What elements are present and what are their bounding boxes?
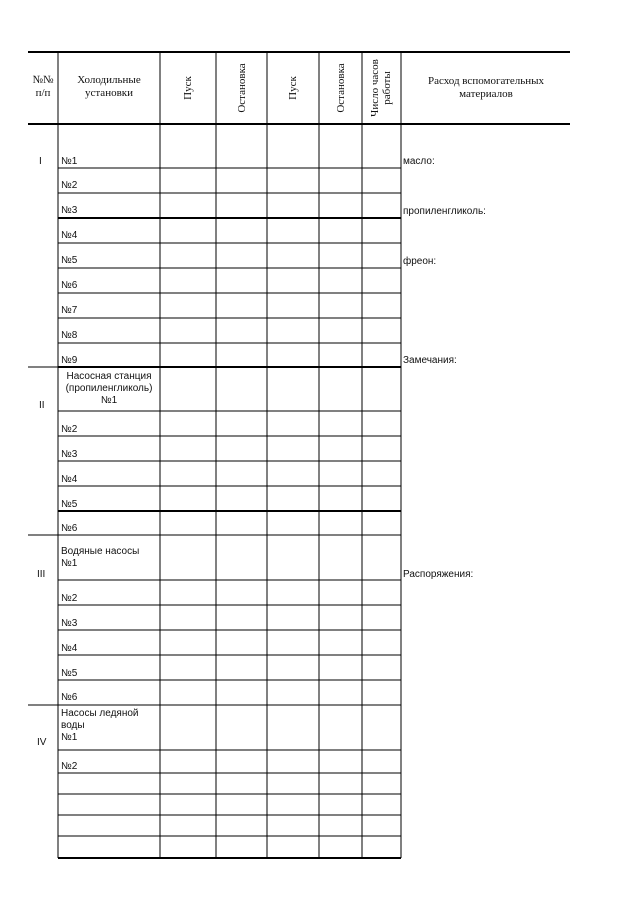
unit-label: №6 — [61, 692, 78, 703]
header-units: Холодильные установки — [77, 74, 141, 99]
header-number: №№ п/п — [32, 74, 54, 99]
header-stop-1: Остановка — [236, 63, 248, 113]
unit-label: №6 — [61, 523, 78, 534]
header-start-2: Пуск — [287, 76, 299, 100]
header-stop-2: Остановка — [335, 63, 347, 113]
group-title: Насосы ледяной воды №1 — [61, 708, 139, 743]
unit-label: №1 — [61, 156, 78, 167]
group-number: I — [39, 156, 42, 167]
group-number: III — [37, 569, 46, 580]
unit-label: №4 — [61, 474, 78, 485]
unit-label: №3 — [61, 449, 78, 460]
group-title: Насосная станция (пропиленгликоль) №1 — [65, 371, 153, 406]
header-materials: Расход вспомогательных материалов — [427, 75, 545, 100]
unit-label: №5 — [61, 668, 78, 679]
unit-label: №9 — [61, 355, 78, 366]
unit-label: №8 — [61, 330, 78, 341]
group-title: Водяные насосы №1 — [61, 546, 140, 569]
unit-label: №2 — [61, 424, 78, 435]
unit-label: №4 — [61, 230, 78, 241]
unit-label: №5 — [61, 499, 78, 510]
materials-oil: масло: — [403, 156, 435, 167]
header-start-1: Пуск — [182, 76, 194, 100]
materials-remarks: Замечания: — [403, 355, 457, 366]
unit-label: №5 — [61, 255, 78, 266]
materials-orders: Распоряжения: — [403, 569, 474, 580]
header-hours: Число часов работы — [369, 59, 393, 117]
unit-label: №2 — [61, 180, 78, 191]
unit-label: №4 — [61, 643, 78, 654]
unit-label: №2 — [61, 761, 78, 772]
group-number: IV — [37, 737, 47, 748]
materials-freon: фреон: — [403, 256, 437, 267]
unit-label: №6 — [61, 280, 78, 291]
group-number: II — [39, 400, 45, 411]
unit-label: №2 — [61, 593, 78, 604]
unit-label: №3 — [61, 618, 78, 629]
unit-label: №3 — [61, 205, 78, 216]
materials-glycol: пропиленгликоль: — [403, 206, 486, 217]
unit-label: №7 — [61, 305, 78, 316]
